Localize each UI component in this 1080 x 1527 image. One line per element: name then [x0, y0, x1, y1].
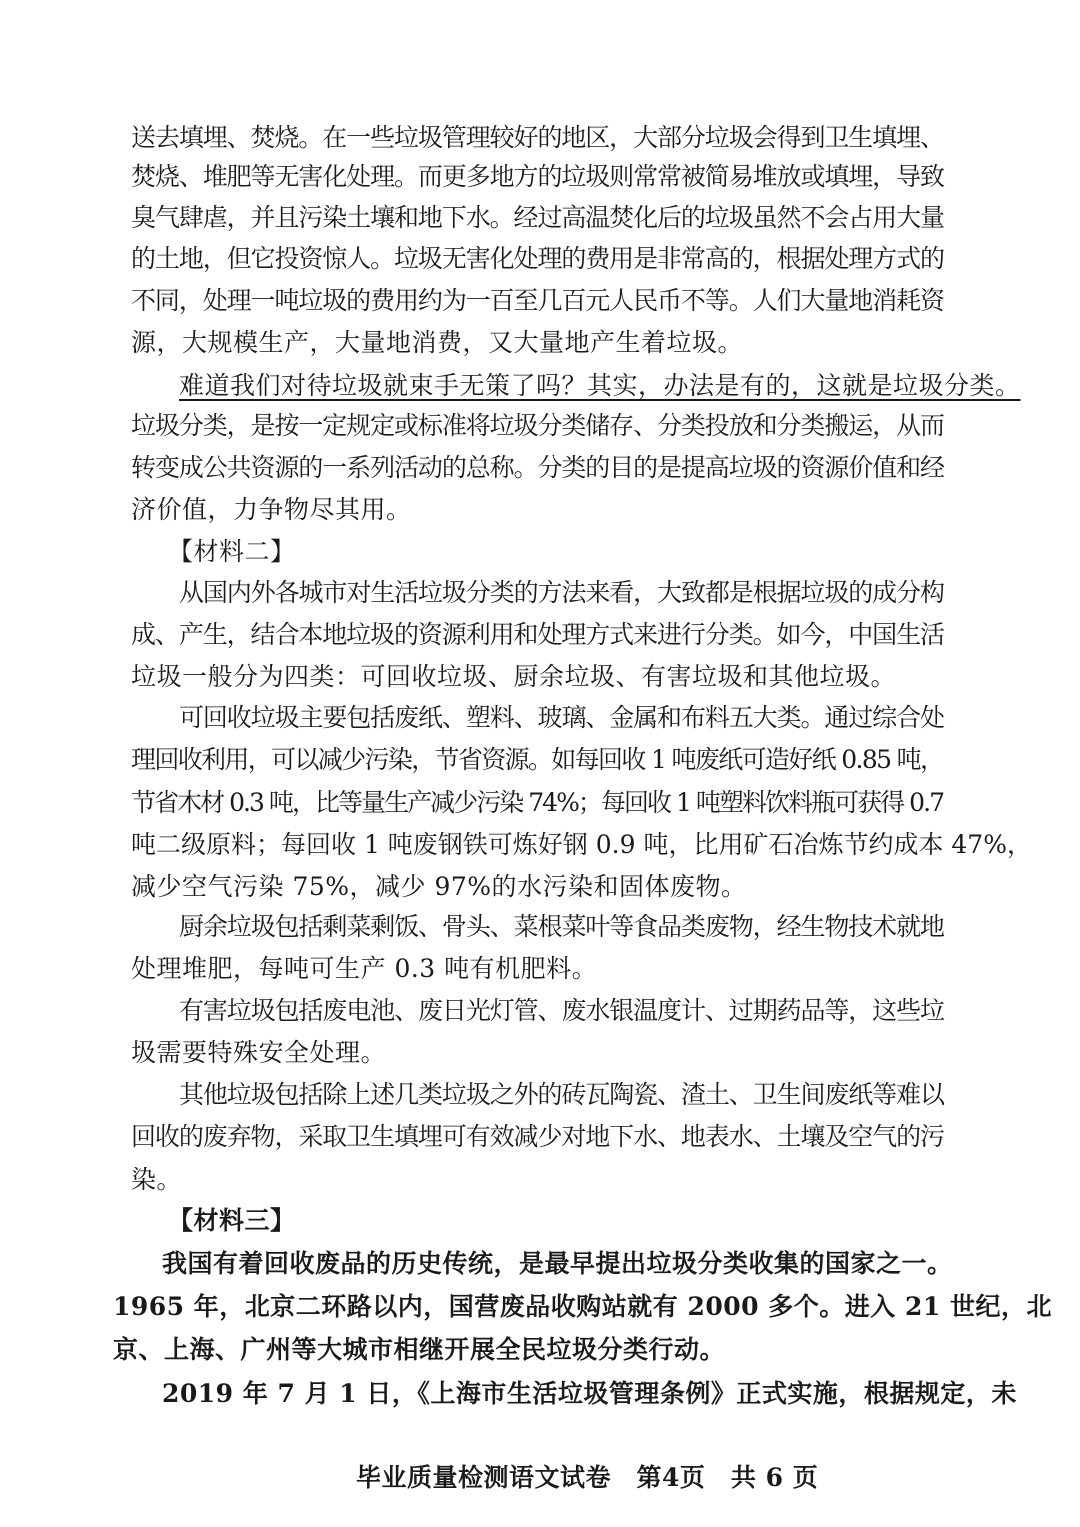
text-line: 吨二级原料；每回收 1 吨废钢铁可炼好钢 0.9 吨，比用矿石冶炼节约成本 47%， [131, 830, 1032, 859]
text-line: 垃圾分类，是按一定规定或标准将垃圾分类储存、分类投放和分类搬运，从而 [131, 411, 944, 440]
text-line: 济价值，力争物尽其用。 [131, 495, 412, 524]
text-line: 其他垃圾包括除上述几类垃圾之外的砖瓦陶瓷、渣土、卫生间废纸等难以 [179, 1080, 944, 1109]
text-line: 垃圾一般分为四类：可回收垃圾、厨余垃圾、有害垃圾和其他垃圾。 [131, 662, 897, 691]
text-line: 理回收利用，可以减少污染，节省资源。如每回收 1 吨废纸可造好纸 0.85 吨， [131, 745, 944, 774]
text-line: 处理堆肥，每吨可生产 0.3 吨有机肥料。 [131, 954, 598, 983]
text-line: 厨余垃圾包括剩菜剩饭、骨头、菜根菜叶等食品类废物，经生物技术就地 [179, 912, 944, 941]
text-line: 臭气肆虐，并且污染土壤和地下水。经过高温焚化后的垃圾虽然不会占用大量 [131, 203, 944, 232]
text-line: 源，大规模生产，大量地消费，又大量地产生着垃圾。 [131, 328, 744, 357]
text-line: 可回收垃圾主要包括废纸、塑料、玻璃、金属和布料五大类。通过综合处 [179, 703, 944, 732]
text-line: 京、上海、广州等大城市相继开展全民垃圾分类行动。 [113, 1335, 726, 1364]
underlined-phrase: 难道我们对待垃圾就束手无策了吗？其实，办法是有的，这就是垃圾分类。 [179, 371, 1021, 400]
page-footer: 毕业质量检测语文试卷 第4页 共 6 页 [356, 1463, 819, 1492]
text-line: 2019 年 7 月 1 日，《上海市生活垃圾管理条例》正式实施，根据规定，未 [162, 1379, 1017, 1408]
text-line: 从国内外各城市对生活垃圾分类的方法来看，大致都是根据垃圾的成分构 [179, 578, 944, 607]
text-line: 转变成公共资源的一系列活动的总称。分类的目的是提高垃圾的资源价值和经 [131, 453, 944, 482]
section-heading: 【材料三】 [168, 1206, 296, 1235]
text-line: 染。 [131, 1165, 183, 1194]
text-line: 节省木材 0.3 吨，比等量生产减少污染 74%；每回收 1 吨塑料饮料瓶可获得 0.7 [131, 788, 944, 817]
text-line: 不同，处理一吨垃圾的费用约为一百至几百元人民币不等。人们大量地消耗资 [131, 286, 944, 315]
text-line: 1965 年，北京二环路以内，国营废品收购站就有 2000 多个。进入 21 世纪，北 [113, 1292, 1052, 1321]
text-line: 减少空气污染 75%，减少 97%的水污染和固体废物。 [131, 872, 747, 901]
text-line: 我国有着回收废品的历史传统，是最早提出垃圾分类收集的国家之一。 [162, 1249, 953, 1278]
text-line: 成、产生，结合本地垃圾的资源利用和处理方式来进行分类。如今，中国生活 [131, 620, 944, 649]
text-line: 回收的废弃物，采取卫生填埋可有效减少对地下水、地表水、土壤及空气的污 [131, 1122, 944, 1151]
text-line: 有害垃圾包括废电池、废日光灯管、废水银温度计、过期药品等，这些垃 [179, 996, 944, 1025]
text-line: 的土地，但它投资惊人。垃圾无害化处理的费用是非常高的，根据处理方式的 [131, 244, 944, 273]
text-line: 焚烧、堆肥等无害化处理。而更多地方的垃圾则常常被简易堆放或填埋，导致 [131, 162, 944, 191]
text-line-underlined [179, 369, 1021, 403]
section-heading: 【材料二】 [168, 537, 296, 566]
text-line: 送去填埋、焚烧。在一些垃圾管理较好的地区，大部分垃圾会得到卫生填埋、 [131, 123, 944, 152]
text-line: 圾需要特殊安全处理。 [131, 1038, 387, 1067]
